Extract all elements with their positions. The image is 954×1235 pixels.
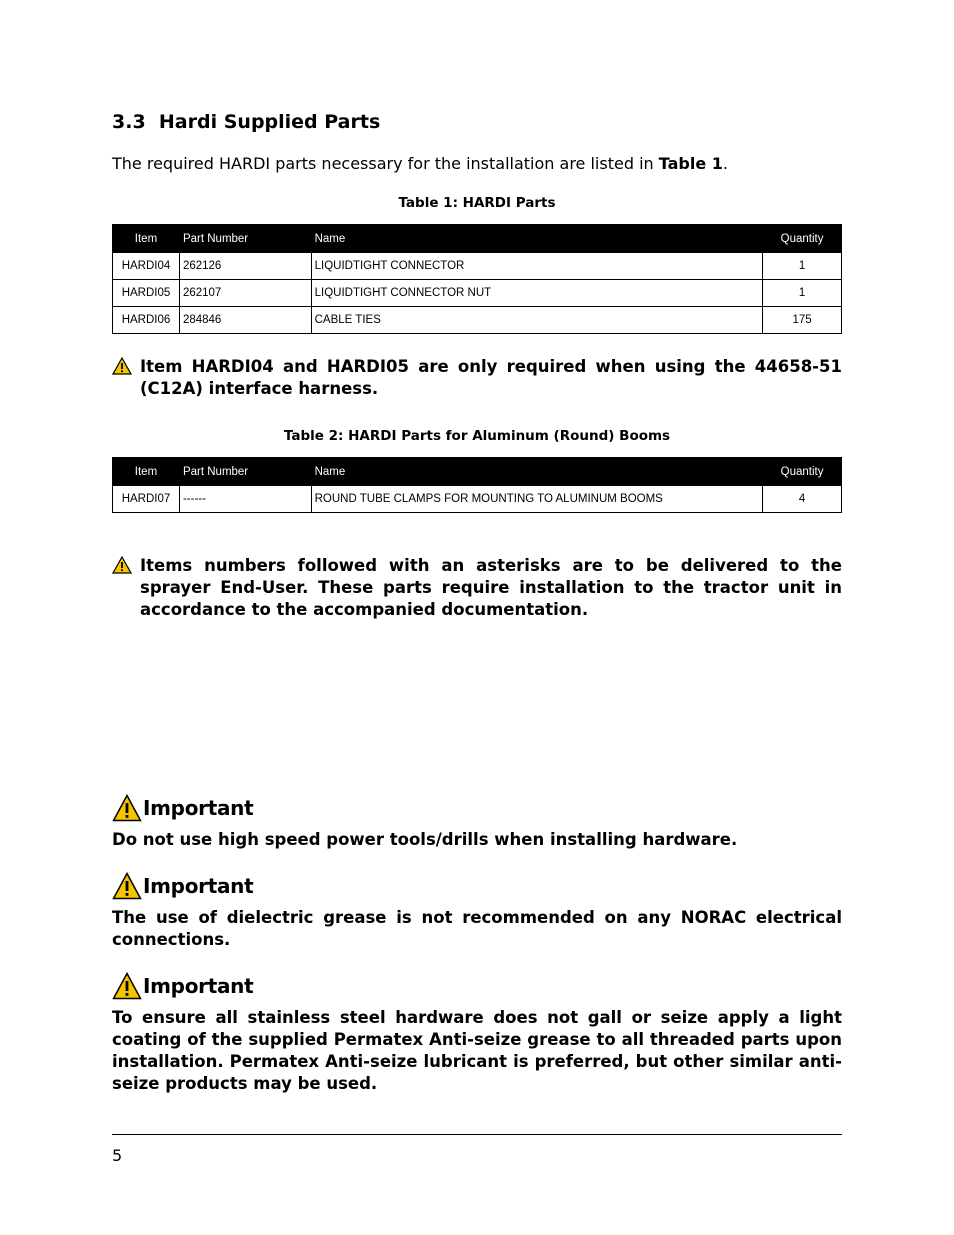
cell-name: LIQUIDTIGHT CONNECTOR: [311, 253, 763, 280]
intro-paragraph: [112, 154, 728, 173]
cell-part-number: ------: [179, 486, 311, 513]
table-header-row: [113, 458, 842, 486]
cell-name: ROUND TUBE CLAMPS FOR MOUNTING TO ALUMINUM BOOMS: [311, 486, 762, 513]
cell-item: HARDI04: [113, 253, 180, 280]
table1-caption: Table 1: HARDI Parts: [398, 195, 556, 211]
table-row: [113, 307, 842, 334]
page-number: 5: [112, 1146, 123, 1165]
harness-warning-note: [112, 356, 842, 400]
section-number: 3.3: [112, 111, 146, 133]
intro-text: The required HARDI parts necessary for the installation are listed in: [112, 154, 659, 173]
header-quantity: Quantity: [763, 458, 842, 486]
table-row: [113, 253, 842, 280]
header-part-number: Part Number: [179, 225, 311, 253]
table-row: [113, 486, 842, 513]
header-item: Item: [113, 225, 180, 253]
cell-name: LIQUIDTIGHT CONNECTOR NUT: [311, 280, 763, 307]
cell-part-number: 284846: [179, 307, 311, 334]
important-label: Important: [143, 796, 254, 820]
table-header-row: [113, 225, 842, 253]
cell-quantity: 1: [763, 253, 842, 280]
header-item: Item: [113, 458, 180, 486]
section-title: Hardi Supplied Parts: [158, 111, 381, 133]
header-part-number: Part Number: [179, 458, 311, 486]
warning-triangle-icon: [112, 972, 142, 1000]
warning-text: Items numbers followed with an asterisks are to be delivered to the sprayer End-User. These parts require installation to the tractor unit in accordance to the accompanied documentation.: [140, 556, 842, 619]
important-label: Important: [143, 874, 254, 898]
table2-caption: Table 2: HARDI Parts for Aluminum (Round) Booms: [283, 428, 671, 444]
header-name: Name: [311, 458, 762, 486]
important-text: To ensure all stainless steel hardware does not gall or seize apply a light coating of the supplied Permatex Anti-seize grease to all threaded parts upon installation. Permatex Anti-seize lubricant is preferred, but other similar anti-seize products may be used.: [112, 1008, 842, 1093]
cell-quantity: 4: [763, 486, 842, 513]
cell-item: HARDI06: [113, 307, 180, 334]
cell-item: HARDI05: [113, 280, 180, 307]
header-quantity: Quantity: [763, 225, 842, 253]
important-text: Do not use high speed power tools/drills when installing hardware.: [112, 830, 738, 849]
intro-end: .: [722, 154, 728, 173]
warning-triangle-icon: [112, 794, 142, 822]
table-row: [113, 280, 842, 307]
cell-name: CABLE TIES: [311, 307, 763, 334]
aluminum-boom-parts-table: [112, 457, 842, 513]
hardi-parts-table: [112, 224, 842, 334]
footer-divider: [112, 1134, 842, 1135]
header-name: Name: [311, 225, 763, 253]
cell-part-number: 262126: [179, 253, 311, 280]
warning-triangle-icon: [112, 872, 142, 900]
warning-triangle-icon: [112, 556, 132, 574]
cell-part-number: 262107: [179, 280, 311, 307]
section-heading: [112, 111, 380, 133]
cell-quantity: 1: [763, 280, 842, 307]
end-user-delivery-note: [112, 555, 842, 621]
warning-text: Item HARDI04 and HARDI05 are only required when using the 44658-51 (C12A) interface harness.: [140, 357, 842, 398]
important-label: Important: [143, 974, 254, 998]
cell-quantity: 175: [763, 307, 842, 334]
table-reference: Table 1: [658, 154, 723, 173]
important-text: The use of dielectric grease is not recommended on any NORAC electrical connections.: [112, 908, 842, 949]
warning-triangle-icon: [112, 357, 132, 375]
cell-item: HARDI07: [113, 486, 180, 513]
